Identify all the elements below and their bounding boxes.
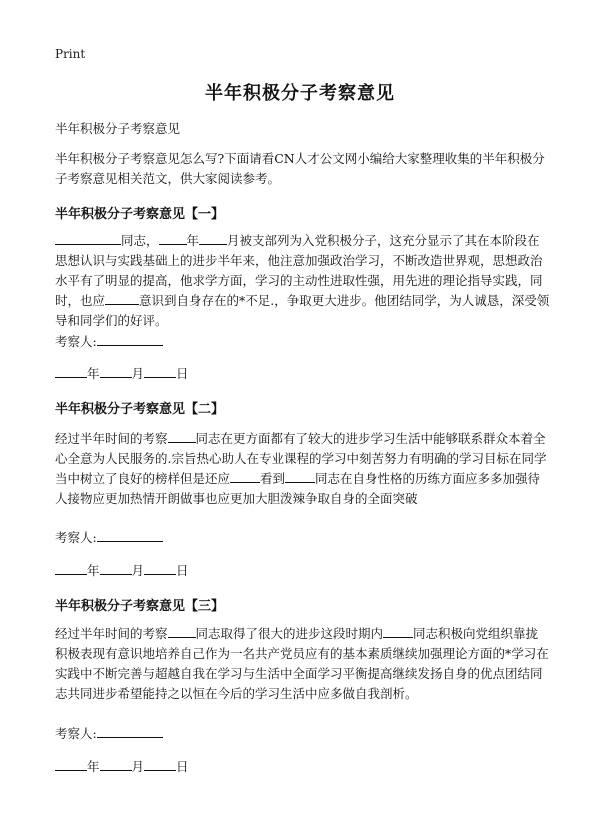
blank-line bbox=[55, 757, 87, 771]
blank-line bbox=[159, 231, 187, 245]
blank-line bbox=[55, 231, 121, 245]
body-text: 同志取得了很大的进步这段时期内 bbox=[195, 626, 384, 641]
body-text: 年 bbox=[186, 233, 200, 248]
date-year: 年 bbox=[87, 563, 100, 578]
doc-subtitle: 半年积极分子考察意见 bbox=[55, 121, 181, 136]
blank-line bbox=[199, 231, 227, 245]
print-link[interactable]: Print bbox=[55, 47, 86, 61]
blank-line bbox=[55, 561, 87, 575]
reviewer-label: 考察人: bbox=[55, 530, 97, 545]
date-line-1 bbox=[55, 364, 189, 382]
date-month: 月 bbox=[131, 759, 145, 774]
blank-line bbox=[230, 469, 260, 483]
date-year: 年 bbox=[87, 759, 100, 774]
body-text: 看到 bbox=[260, 471, 286, 486]
date-year: 年 bbox=[87, 366, 100, 381]
body-text: 同志积极向党组织靠拢积极表现有意识地培养自己作为一名共产党员应有的基本素质继续加强理论方面的*学习在实践中不断完善与超越自我在学习与生活中全面学习平衡提高继续发扬自身的优点团结同志共同进步希望能持之以恒在今后的学习生活中应多做自我剖析。 bbox=[55, 626, 549, 701]
reviewer-line-2 bbox=[55, 528, 163, 546]
body-text: 意识到自身存在的*不足.，争取更大进步。他团结同学，为人诚恳，深受领导和同学们的好评。 bbox=[55, 293, 550, 328]
date-line-2 bbox=[55, 561, 189, 579]
reviewer-label: 考察人: bbox=[55, 726, 97, 741]
blank-line bbox=[55, 364, 87, 378]
intro-paragraph: 半年积极分子考察意见怎么写?下面请看CN人才公文网小编给大家整理收集的半年积极分子考察意见相关范文，供大家阅读参考。 bbox=[55, 151, 545, 186]
section-heading-2: 半年积极分子考察意见【二】 bbox=[55, 402, 225, 417]
blank-line bbox=[97, 528, 163, 542]
section-body-2 bbox=[55, 429, 550, 509]
blank-line bbox=[144, 364, 176, 378]
blank-line bbox=[100, 364, 132, 378]
body-text: 同志， bbox=[121, 233, 159, 248]
date-month: 月 bbox=[131, 366, 145, 381]
blank-line bbox=[100, 757, 132, 771]
body-text: 月被支部列为入党积极分子，这充分显示了其在本阶段在思想认识与实践基础上的进步半年来，他注意加强政治学习，不断改造世界观，思想政治水平有了明显的提高，他求学方面，学习的主动性进取性强，用先进的理论指导实践，同时，也应 bbox=[55, 233, 543, 308]
blank-line bbox=[168, 429, 196, 443]
date-month: 月 bbox=[131, 563, 145, 578]
body-text: 同志在自身性格的历练方面应多多加强待人接物应更加热情开朗做事也应更加大胆泼辣争取自身的全面突破 bbox=[55, 471, 541, 506]
body-text: 经过半年时间的考察 bbox=[55, 431, 168, 446]
page-title: 半年积极分子考察意见 bbox=[205, 83, 395, 104]
reviewer-label: 考察人: bbox=[55, 334, 97, 349]
blank-line bbox=[105, 291, 139, 305]
date-line-3 bbox=[55, 757, 189, 775]
reviewer-line-1 bbox=[55, 332, 163, 350]
blank-line bbox=[97, 724, 163, 738]
body-text: 经过半年时间的考察 bbox=[55, 626, 168, 641]
body-text: 同志在更方面都有了较大的进步学习生活中能够联系群众本着全心全意为人民服务的.宗旨热心助人在专业课程的学习中刻苦努力有明确的学习目标在同学当中树立了良好的榜样但是还应 bbox=[55, 431, 547, 486]
section-body-3 bbox=[55, 624, 550, 704]
section-heading-1: 半年积极分子考察意见【一】 bbox=[55, 207, 225, 222]
blank-line bbox=[168, 624, 196, 638]
date-day: 日 bbox=[176, 366, 189, 381]
section-heading-3: 半年积极分子考察意见【三】 bbox=[55, 599, 225, 614]
blank-line bbox=[97, 332, 163, 346]
blank-line bbox=[144, 757, 176, 771]
blank-line bbox=[285, 469, 315, 483]
date-day: 日 bbox=[176, 563, 189, 578]
date-day: 日 bbox=[176, 759, 189, 774]
section-body-1 bbox=[55, 231, 550, 331]
blank-line bbox=[144, 561, 176, 575]
blank-line bbox=[100, 561, 132, 575]
reviewer-line-3 bbox=[55, 724, 163, 742]
blank-line bbox=[383, 624, 413, 638]
